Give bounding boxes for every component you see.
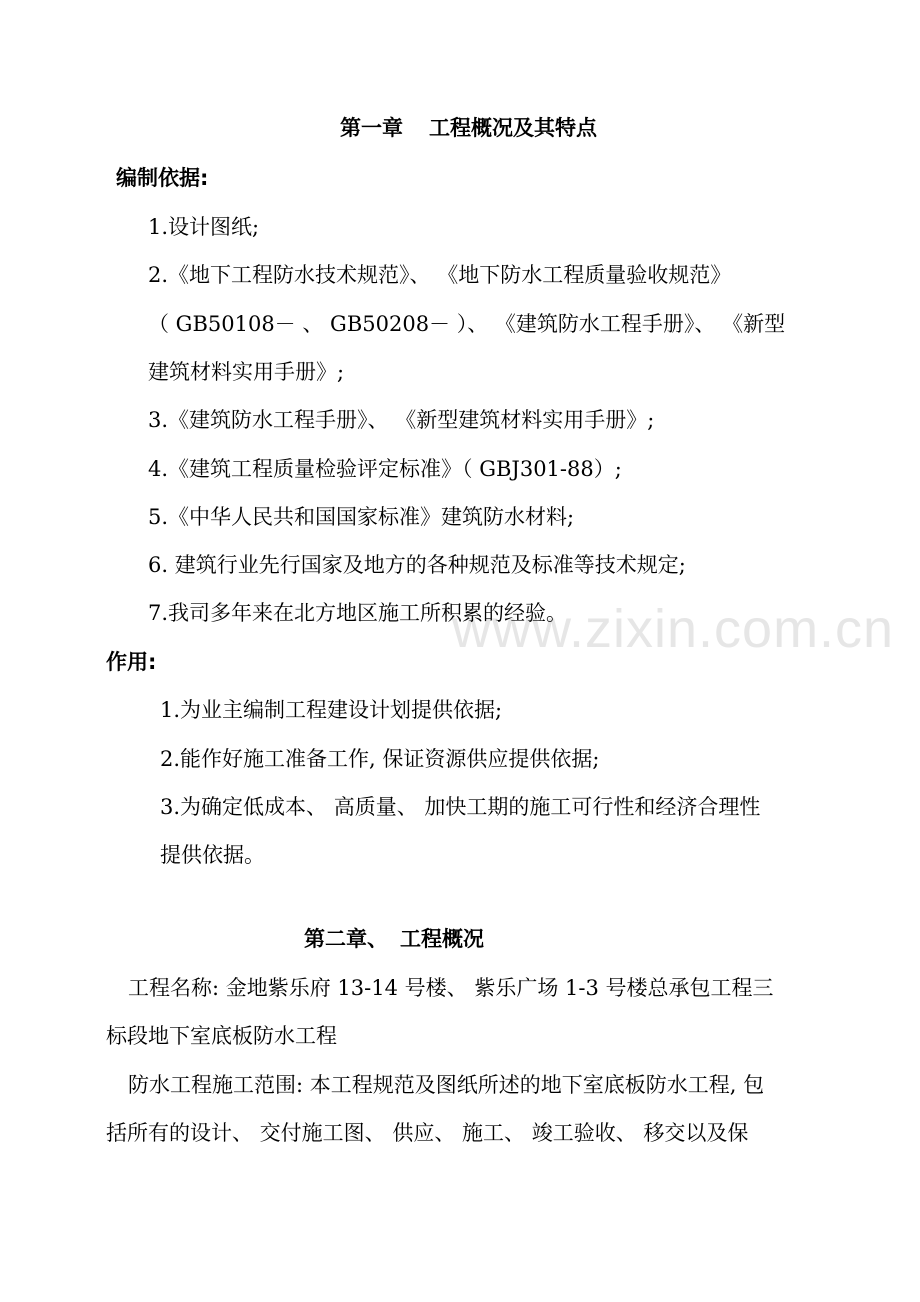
basis-item: 建筑材料实用手册》; xyxy=(148,360,345,384)
watermark: www.zixin.com.cn xyxy=(452,599,895,659)
scope-line: 防水工程施工范围: 本工程规范及图纸所述的地下室底板防水工程, 包 xyxy=(128,1073,765,1097)
chapter1-title-number: 第一章 xyxy=(340,116,403,140)
chapter2-title xyxy=(304,925,484,953)
basis-item: 1.设计图纸; xyxy=(148,215,260,239)
chapter1-title-text: 工程概况及其特点 xyxy=(429,116,597,140)
basis-item: （ GB50108－ 、 GB50208－ ）、 《建筑防水工程手册》、 《新型 xyxy=(148,312,786,336)
project-name-line: 标段地下室底板防水工程 xyxy=(106,1024,337,1048)
chapter1-title xyxy=(340,114,597,142)
basis-item: 5.《中华人民共和国国家标准》建筑防水材料; xyxy=(148,505,575,529)
basis-item: 2.《地下工程防水技术规范》、 《地下防水工程质量验收规范》 xyxy=(148,263,732,287)
basis-item: 4.《建筑工程质量检验评定标准》（ GBJ301-88）; xyxy=(148,457,622,481)
basis-item: 3.《建筑防水工程手册》、 《新型建筑材料实用手册》; xyxy=(148,408,655,432)
basis-item: 7.我司多年来在北方地区施工所积累的经验。 xyxy=(148,601,568,625)
purpose-item: 2.能作好施工准备工作, 保证资源供应提供依据; xyxy=(160,747,600,771)
purpose-item: 3.为确定低成本、 高质量、 加快工期的施工可行性和经济合理性 xyxy=(160,795,761,819)
scope-line: 括所有的设计、 交付施工图、 供应、 施工、 竣工验收、 移交以及保 xyxy=(106,1121,749,1145)
chapter2-title-text: 工程概况 xyxy=(400,927,484,951)
project-name-line: 工程名称: 金地紫乐府 13-14 号楼、 紫乐广场 1-3 号楼总承包工程三 xyxy=(128,976,774,1000)
chapter2-title-number: 第二章、 xyxy=(304,927,388,951)
purpose-item: 1.为业主编制工程建设计划提供依据; xyxy=(160,698,503,722)
basis-heading: 编制依据: xyxy=(116,166,209,190)
purpose-heading: 作用: xyxy=(106,650,157,674)
basis-item: 6. 建筑行业先行国家及地方的各种规范及标准等技术规定; xyxy=(148,553,686,577)
purpose-item: 提供依据。 xyxy=(160,843,265,867)
